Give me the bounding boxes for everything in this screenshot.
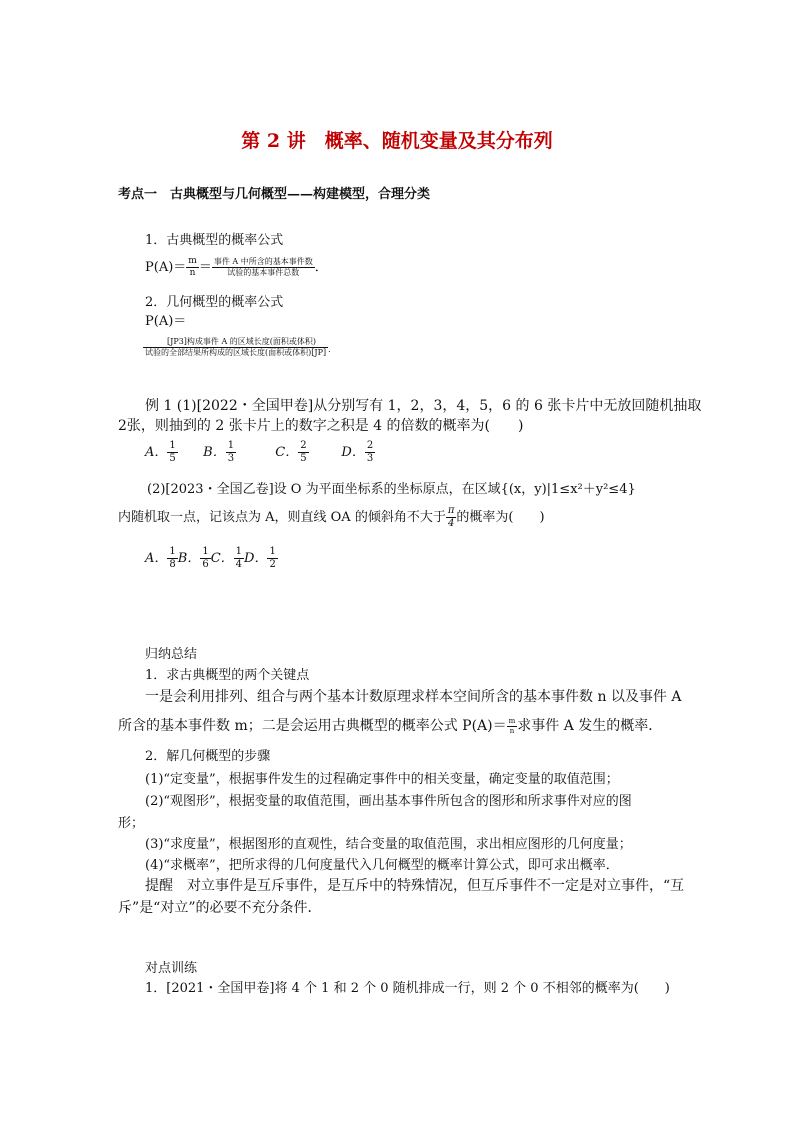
option-fraction bbox=[226, 441, 236, 464]
geometric-ratio-denominator: 试验的全部结果所构成的区域长度(面积或体积)[JP] bbox=[145, 348, 327, 357]
summary-point-1-heading: 1．求古典概型的两个关键点 bbox=[145, 668, 310, 683]
classical-ratio-fraction bbox=[212, 258, 315, 277]
fraction-denominator: 5 bbox=[300, 453, 307, 464]
fraction-denominator: 4 bbox=[235, 559, 243, 570]
section-heading: 考点一 古典概型与几何概型——构建模型，合理分类 bbox=[118, 187, 431, 202]
geometric-ratio-numerator: [JP3]构成事件 A 的区域长度(面积或体积) bbox=[143, 338, 328, 348]
option-letter: C． bbox=[275, 445, 299, 460]
four-denominator: 4 bbox=[447, 518, 455, 529]
practice-question-1: 1．[2021・全国甲卷]将 4 个 1 和 2 个 0 随机排成一行，则 2 个 0 不相邻的概率为( ) bbox=[145, 981, 670, 996]
m-numerator: m bbox=[508, 716, 516, 725]
option-a-letter: A． bbox=[145, 551, 168, 566]
example-q2-line-1: (2)[2023・全国乙卷]设 O 为平面坐标系的坐标原点，在区域{(x，y)|1≤x²＋y²≤4} bbox=[147, 482, 636, 497]
q2-options bbox=[145, 547, 278, 570]
classical-formula-heading: 1．古典概型的概率公式 bbox=[145, 233, 284, 248]
option-fraction bbox=[298, 441, 308, 464]
geometric-lhs: P(A)＝ bbox=[145, 314, 187, 329]
classical-ratio-denominator: 试验的基本事件总数 bbox=[227, 268, 300, 277]
classical-formula bbox=[145, 256, 328, 278]
option-d-letter: D． bbox=[244, 551, 268, 566]
q2-text-b: 的概率为( ) bbox=[456, 510, 545, 525]
q1-options bbox=[145, 441, 387, 464]
summary-point-1-line-2 bbox=[118, 715, 662, 735]
fraction-numerator: 1 bbox=[269, 546, 276, 557]
option-letter: D． bbox=[341, 445, 365, 460]
example-q2-line-2 bbox=[118, 506, 545, 529]
reminder-line-1: 提醒 对立事件是互斥事件，是互斥中的特殊情况，但互斥事件不一定是对立事件，“互 bbox=[145, 878, 685, 894]
m-over-n-fraction bbox=[186, 257, 199, 278]
m-numerator: m bbox=[188, 256, 197, 266]
geometric-formula-heading: 2．几何概型的概率公式 bbox=[145, 295, 284, 310]
option-c-fraction bbox=[234, 547, 244, 570]
example-line-2: 2张，则抽到的 2 张卡片上的数字之积是 4 的倍数的概率为( ) bbox=[118, 418, 524, 434]
option-b-letter: B． bbox=[177, 551, 201, 566]
example-line-1: 例 1 (1)[2022・全国甲卷]从分别写有 1，2，3，4，5，6 的 6 张卡片中无放回随机抽取 bbox=[145, 398, 702, 414]
geometric-ratio-fraction bbox=[143, 338, 328, 357]
geometric-end-dot: ． bbox=[328, 345, 337, 354]
classical-ratio-numerator: 事件 A 中所含的基本事件数 bbox=[213, 257, 313, 266]
practice-heading: 对点训练 bbox=[145, 961, 198, 976]
option-fraction bbox=[167, 441, 177, 464]
option-c bbox=[275, 441, 327, 464]
option-d bbox=[341, 441, 387, 464]
fraction-denominator: 6 bbox=[202, 559, 209, 570]
pi-numerator: π bbox=[447, 505, 455, 516]
option-c-letter: C． bbox=[210, 551, 234, 566]
classical-lhs: P(A)＝ bbox=[145, 260, 187, 275]
classical-end-dot: ． bbox=[314, 260, 328, 275]
fraction-denominator: 8 bbox=[169, 559, 176, 570]
pi-over-four-fraction bbox=[446, 506, 457, 529]
reminder-line-2: 斥”是“对立”的必要不充分条件． bbox=[118, 900, 322, 916]
step-2-line-2: 形； bbox=[118, 816, 145, 831]
option-fraction bbox=[365, 441, 375, 464]
geometric-fraction bbox=[143, 337, 336, 357]
option-letter: B． bbox=[203, 445, 226, 460]
page-title: 第 2 讲 概率、随机变量及其分布列 bbox=[241, 130, 553, 152]
summary-point-1-line-1: 一是会利用排列、组合与两个基本计数原理求样本空间所含的基本事件数 n 以及事件 A bbox=[145, 689, 682, 705]
q2-text-a: 内随机取一点，记该点为 A，则直线 OA 的倾斜角不大于 bbox=[118, 510, 446, 525]
option-a-fraction bbox=[167, 547, 177, 570]
fraction-numerator: 1 bbox=[169, 546, 176, 557]
fraction-numerator: 2 bbox=[300, 440, 307, 451]
step-2-line-1: (2)“观图形”，根据变量的取值范围，画出基本事件所包含的图形和所求事件对应的图 bbox=[145, 794, 632, 809]
step-3: (3)“求度量”，根据图形的直观性，结合变量的取值范围，求出相应图形的几何度量； bbox=[145, 837, 632, 852]
option-a bbox=[145, 441, 191, 464]
summary-text-b: 求事件 A 发生的概率． bbox=[517, 718, 663, 734]
fraction-numerator: 1 bbox=[202, 546, 209, 557]
summary-text-a: 所含的基本事件数 m；二是会运用古典概型的概率公式 P(A)＝ bbox=[118, 718, 507, 734]
fraction-denominator: 3 bbox=[227, 453, 235, 464]
step-4: (4)“求概率”，把所求得的几何度量代入几何概型的概率计算公式，即可求出概率． bbox=[145, 858, 619, 873]
step-1: (1)“定变量”，根据事件发生的过程确定事件中的相关变量，确定变量的取值范围； bbox=[145, 772, 619, 787]
fraction-denominator: 2 bbox=[269, 559, 276, 570]
fraction-numerator: 1 bbox=[169, 440, 176, 451]
n-denominator: n bbox=[509, 726, 515, 735]
option-b-fraction bbox=[200, 547, 210, 570]
m-over-n-fraction bbox=[507, 718, 518, 735]
equals-sign: ＝ bbox=[198, 260, 212, 275]
fraction-denominator: 5 bbox=[169, 453, 176, 464]
summary-heading: 归纳总结 bbox=[145, 647, 198, 662]
fraction-denominator: 3 bbox=[366, 453, 374, 464]
n-denominator: n bbox=[189, 268, 196, 278]
fraction-numerator: 1 bbox=[235, 546, 243, 557]
option-letter: A． bbox=[145, 445, 168, 460]
fraction-numerator: 1 bbox=[227, 440, 235, 451]
option-d-fraction bbox=[267, 547, 277, 570]
option-b bbox=[203, 441, 255, 464]
summary-point-2-heading: 2．解几何概型的步骤 bbox=[145, 749, 271, 764]
fraction-numerator: 2 bbox=[366, 440, 374, 451]
